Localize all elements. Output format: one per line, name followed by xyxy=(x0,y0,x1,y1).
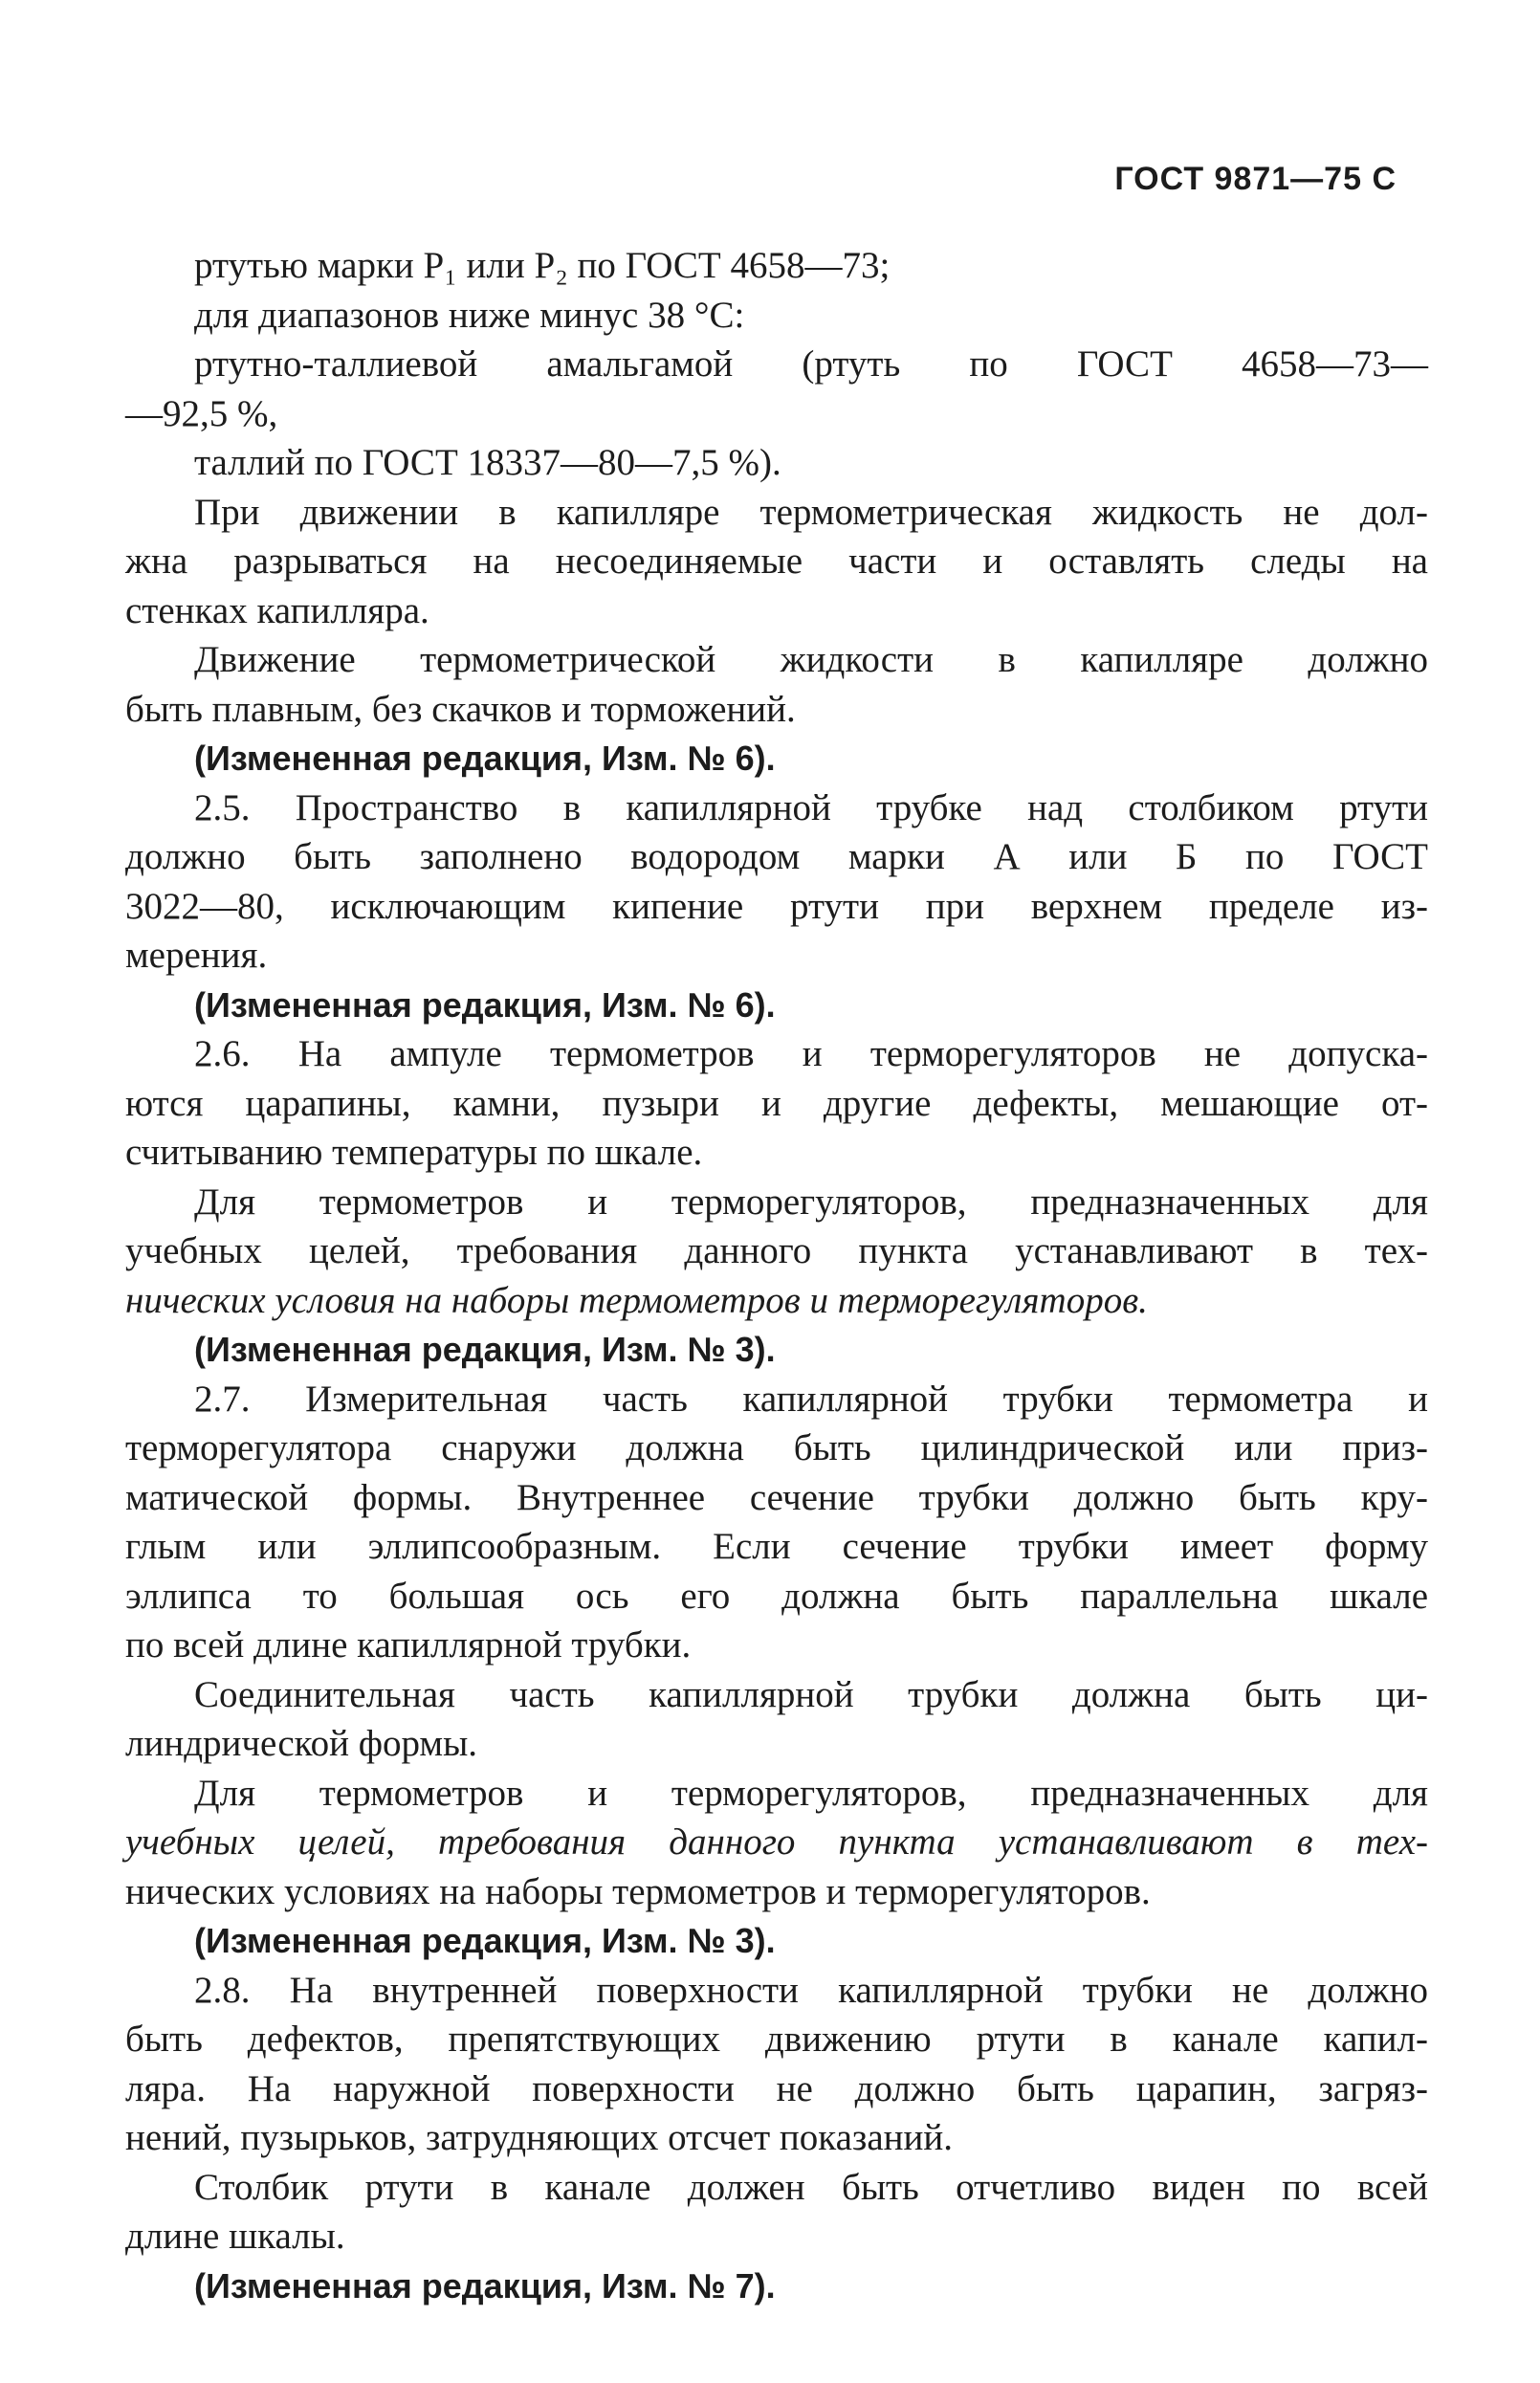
text-line: жна разрываться на несоединяемые части и оставлять следы на xyxy=(125,541,1428,582)
text-line: ляра. На наружной поверхности не должно быть царапин, загряз- xyxy=(125,2067,1428,2109)
text-line: ртутно-таллиевой амальгамой (ртуть по ГОСТ 4658—73— xyxy=(194,343,1428,385)
text-line: 2.5. Пространство в капиллярной трубке над столбиком ртути xyxy=(194,786,1428,828)
text-line: 3022—80, исключающим кипение ртути при верхнем пределе из- xyxy=(125,885,1428,927)
text-line: Столбик ртути в канале должен быть отчетливо виден по всей xyxy=(194,2166,1428,2208)
text-line: ются царапины, камни, пузыри и другие дефекты, мешающие от- xyxy=(125,1082,1428,1124)
text-line: длине шкалы. xyxy=(125,2216,345,2257)
text-line: быть дефектов, препятствующих движению ртути в канале капил- xyxy=(125,2019,1428,2060)
text-line: 2.6. На ампуле термометров и терморегуляторов не допуска- xyxy=(194,1033,1428,1074)
text-line: глым или эллипсообразным. Если сечение трубки имеет форму xyxy=(125,1526,1428,1567)
text-line: —92,5 %, xyxy=(125,392,278,434)
document-body xyxy=(125,241,1428,2310)
text-line: для диапазонов ниже минус 38 °С: xyxy=(194,294,745,336)
text-line: Для термометров и терморегуляторов, предназначенных для xyxy=(194,1772,1428,1814)
text-line: Для термометров и терморегуляторов, предназначенных для xyxy=(194,1180,1428,1223)
text-line: по всей длине капиллярной трубки. xyxy=(125,1624,692,1666)
amendment-note: (Измененная редакция, Изм. № 3). xyxy=(194,1330,776,1369)
amendment-note: (Измененная редакция, Изм. № 3). xyxy=(194,1921,776,1960)
text-line: мерения. xyxy=(125,935,268,976)
amendment-note: (Измененная редакция, Изм. № 6). xyxy=(194,984,776,1025)
text-line: быть плавным, без скачков и торможений. xyxy=(125,688,796,730)
text-line: эллипса то большая ось его должна быть параллельна шкале xyxy=(125,1575,1428,1617)
text-line: считыванию температуры по шкале. xyxy=(125,1132,703,1173)
standard-code-header: ГОСТ 9871—75 С xyxy=(1114,161,1397,197)
text-line: учебных целей, требования данного пункта устанавливают в тех- xyxy=(125,1821,1428,1863)
amendment-note: (Измененная редакция, Изм. № 7). xyxy=(194,2265,776,2306)
amendment-note: (Измененная редакция, Изм. № 6). xyxy=(194,739,776,778)
text-line: матической формы. Внутреннее сечение трубки должно быть кру- xyxy=(125,1476,1428,1518)
text-line: При движении в капилляре термометрическая жидкость не дол- xyxy=(194,491,1428,533)
text-line: терморегулятора снаружи должна быть цилиндрической или приз- xyxy=(125,1427,1428,1468)
text-line: нических условия на наборы термометров и терморегуляторов. xyxy=(125,1279,1148,1321)
text-line: ртутью марки P₁ или P₂ по ГОСТ 4658—73; xyxy=(194,245,891,286)
text-line: стенках капилляра. xyxy=(125,589,429,631)
text-line: Соединительная часть капиллярной трубки должна быть ци- xyxy=(194,1673,1428,1715)
text-line: 2.7. Измерительная часть капиллярной трубки термометра и xyxy=(194,1378,1428,1420)
text-line: таллий по ГОСТ 18337—80—7,5 %). xyxy=(194,442,781,483)
text-line: нений, пузырьков, затрудняющих отсчет показаний. xyxy=(125,2117,954,2158)
text-line: линдрической формы. xyxy=(125,1723,478,1764)
text-line: учебных целей, требования данного пункта устанавливают в тех- xyxy=(125,1230,1428,1271)
text-line: 2.8. На внутренней поверхности капиллярной трубки не должно xyxy=(194,1969,1428,2011)
text-line: Движение термометрической жидкости в капилляре должно xyxy=(194,639,1428,680)
text-line: нических условиях на наборы термометров и терморегуляторов. xyxy=(125,1870,1151,1912)
text-line: должно быть заполнено водородом марки А или Б по ГОСТ xyxy=(125,836,1428,877)
